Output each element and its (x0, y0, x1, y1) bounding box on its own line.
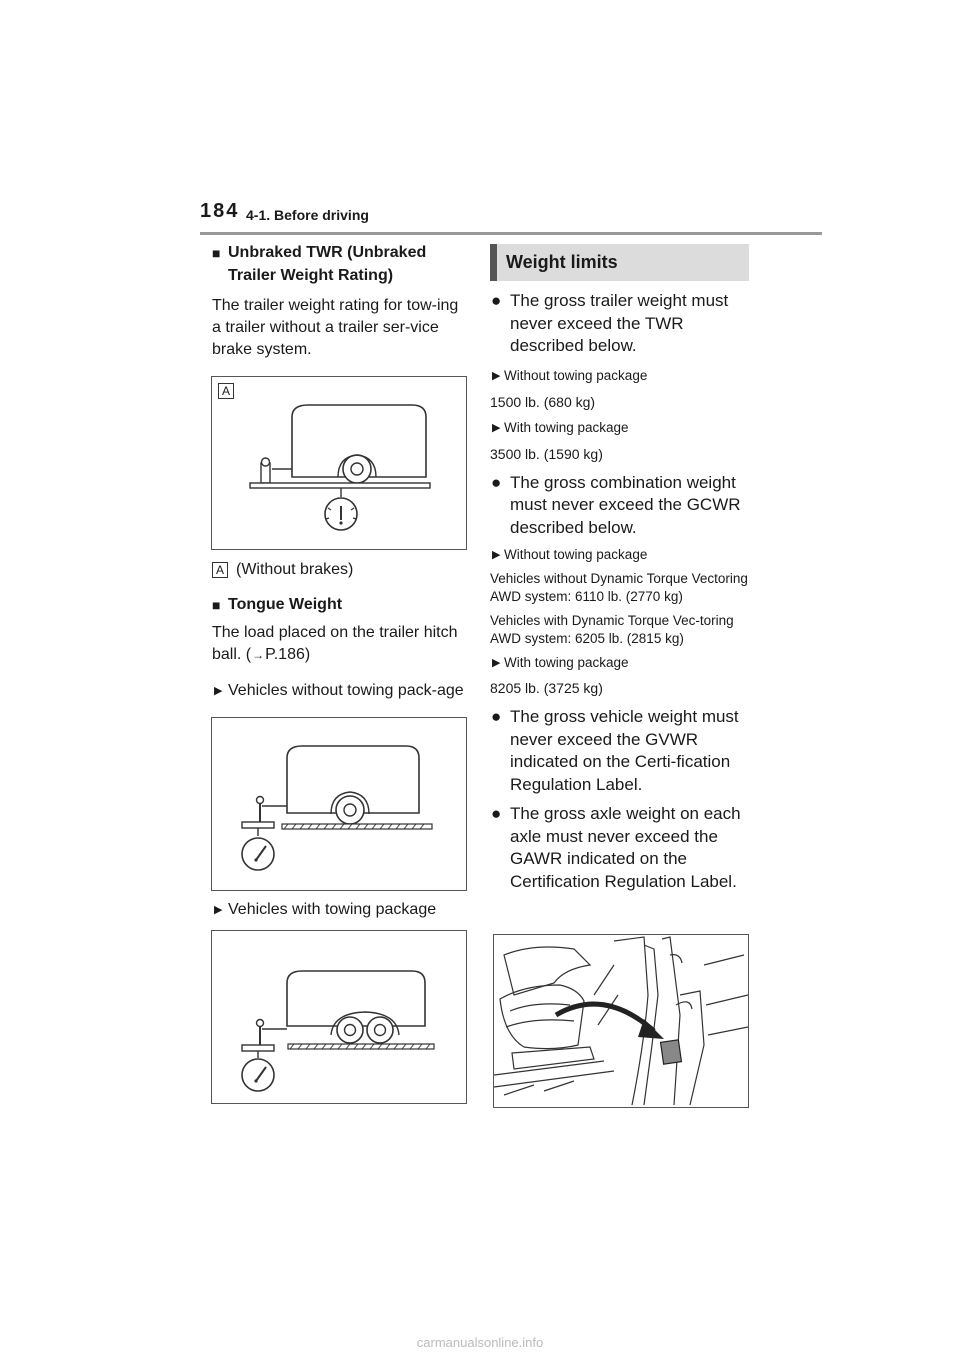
unbraked-twr-heading (212, 241, 470, 287)
arrow-bullet-icon: ▶ (492, 549, 501, 561)
without-towing-package-item (212, 680, 470, 702)
gross-vehicle-weight-bullet (490, 706, 752, 796)
gross-axle-weight-text: The gross axle weight on each axle must never exceed the GAWR indicated on the Certification Regulation Label. (510, 804, 741, 891)
b1-without-package-value: 1500 lb. (680 kg) (490, 393, 596, 410)
with-towing-package-label: Vehicles with towing package (228, 901, 437, 918)
b1-with-package-label: With towing package (504, 419, 629, 435)
figure-trailer-without-brakes (211, 376, 467, 550)
without-brakes-text: (Without brakes) (236, 561, 354, 578)
b2-without-package-label: Without towing package (504, 547, 648, 562)
round-bullet-icon: ● (491, 707, 502, 726)
b2-with-package (490, 654, 752, 672)
tongue-weight-description (212, 622, 470, 666)
b2-without-dtv-value: Vehicles without Dynamic Torque Vectoring AWD system: 6110 lb. (2770 kg) (490, 571, 748, 604)
gross-combination-weight-bullet (490, 472, 752, 540)
gross-vehicle-weight-text: The gross vehicle weight must never exceed the GVWR indicated on the Certi-fication Regulation Label. (510, 707, 739, 794)
single-axle-trailer-illustration (212, 718, 466, 890)
gross-axle-weight-bullet (490, 803, 752, 893)
square-bullet-icon: ■ (212, 245, 221, 261)
weight-limits-heading: Weight limits (490, 244, 749, 281)
arrow-bullet-icon: ▶ (492, 369, 501, 382)
b1-without-package (490, 367, 752, 385)
figure-label-location (493, 934, 749, 1108)
b1-without-package-label: Without towing package (504, 367, 648, 383)
watermark: carmanualsonline.info (416, 1335, 544, 1350)
tongue-weight-text: The load placed on the trailer hitch ball. ( (212, 624, 458, 663)
gross-trailer-weight-bullet (490, 290, 752, 358)
figure-label-a: A (218, 383, 234, 399)
trailer-without-brakes-illustration (212, 377, 466, 549)
unbraked-twr-description: The trailer weight rating for tow-ing a trailer without a trailer ser-vice brake system. (212, 297, 459, 358)
unbraked-twr-title: Unbraked TWR (Unbraked Trailer Weight Rating) (228, 244, 427, 284)
without-brakes-caption (212, 559, 470, 581)
arrow-bullet-icon: ▶ (492, 421, 501, 434)
figure-tandem-axle-trailer (211, 930, 467, 1104)
caption-label-a: A (212, 562, 228, 578)
figure-single-axle-trailer (211, 717, 467, 891)
header-rule (200, 232, 822, 235)
b2-with-package-label: With towing package (504, 655, 629, 670)
gross-trailer-weight-text: The gross trailer weight must never exceed the TWR described below. (510, 291, 729, 355)
round-bullet-icon: ● (491, 291, 502, 310)
tandem-axle-trailer-illustration (212, 931, 466, 1103)
page-number: 184 (200, 200, 240, 222)
round-bullet-icon: ● (491, 804, 502, 823)
b2-with-dtv-value: Vehicles with Dynamic Torque Vec-toring AWD system: 6205 lb. (2815 kg) (490, 613, 734, 646)
arrow-bullet-icon: ▶ (214, 904, 223, 916)
tongue-weight-heading (212, 593, 470, 616)
arrow-bullet-icon: ▶ (214, 685, 223, 697)
b2-with-package-value: 8205 lb. (3725 kg) (490, 680, 603, 696)
without-towing-package-label: Vehicles without towing pack-age (228, 682, 464, 699)
section-title: 4-1. Before driving (246, 207, 369, 223)
b1-with-package-value: 3500 lb. (1590 kg) (490, 445, 603, 462)
page-reference-link[interactable]: P.186) (265, 646, 311, 663)
round-bullet-icon: ● (491, 472, 502, 492)
door-jamb-label-illustration (494, 935, 748, 1107)
reference-arrow-icon: → (252, 648, 265, 662)
gross-combination-weight-text: The gross combination weight must never exceed the GCWR described below. (510, 472, 741, 537)
tongue-weight-title: Tongue Weight (228, 596, 343, 613)
with-towing-package-item (212, 899, 470, 921)
left-column (212, 241, 470, 1104)
right-column (490, 241, 752, 893)
arrow-bullet-icon: ▶ (492, 657, 501, 669)
square-bullet-icon: ■ (212, 597, 221, 613)
b1-with-package (490, 419, 752, 437)
b2-without-package (490, 546, 752, 564)
